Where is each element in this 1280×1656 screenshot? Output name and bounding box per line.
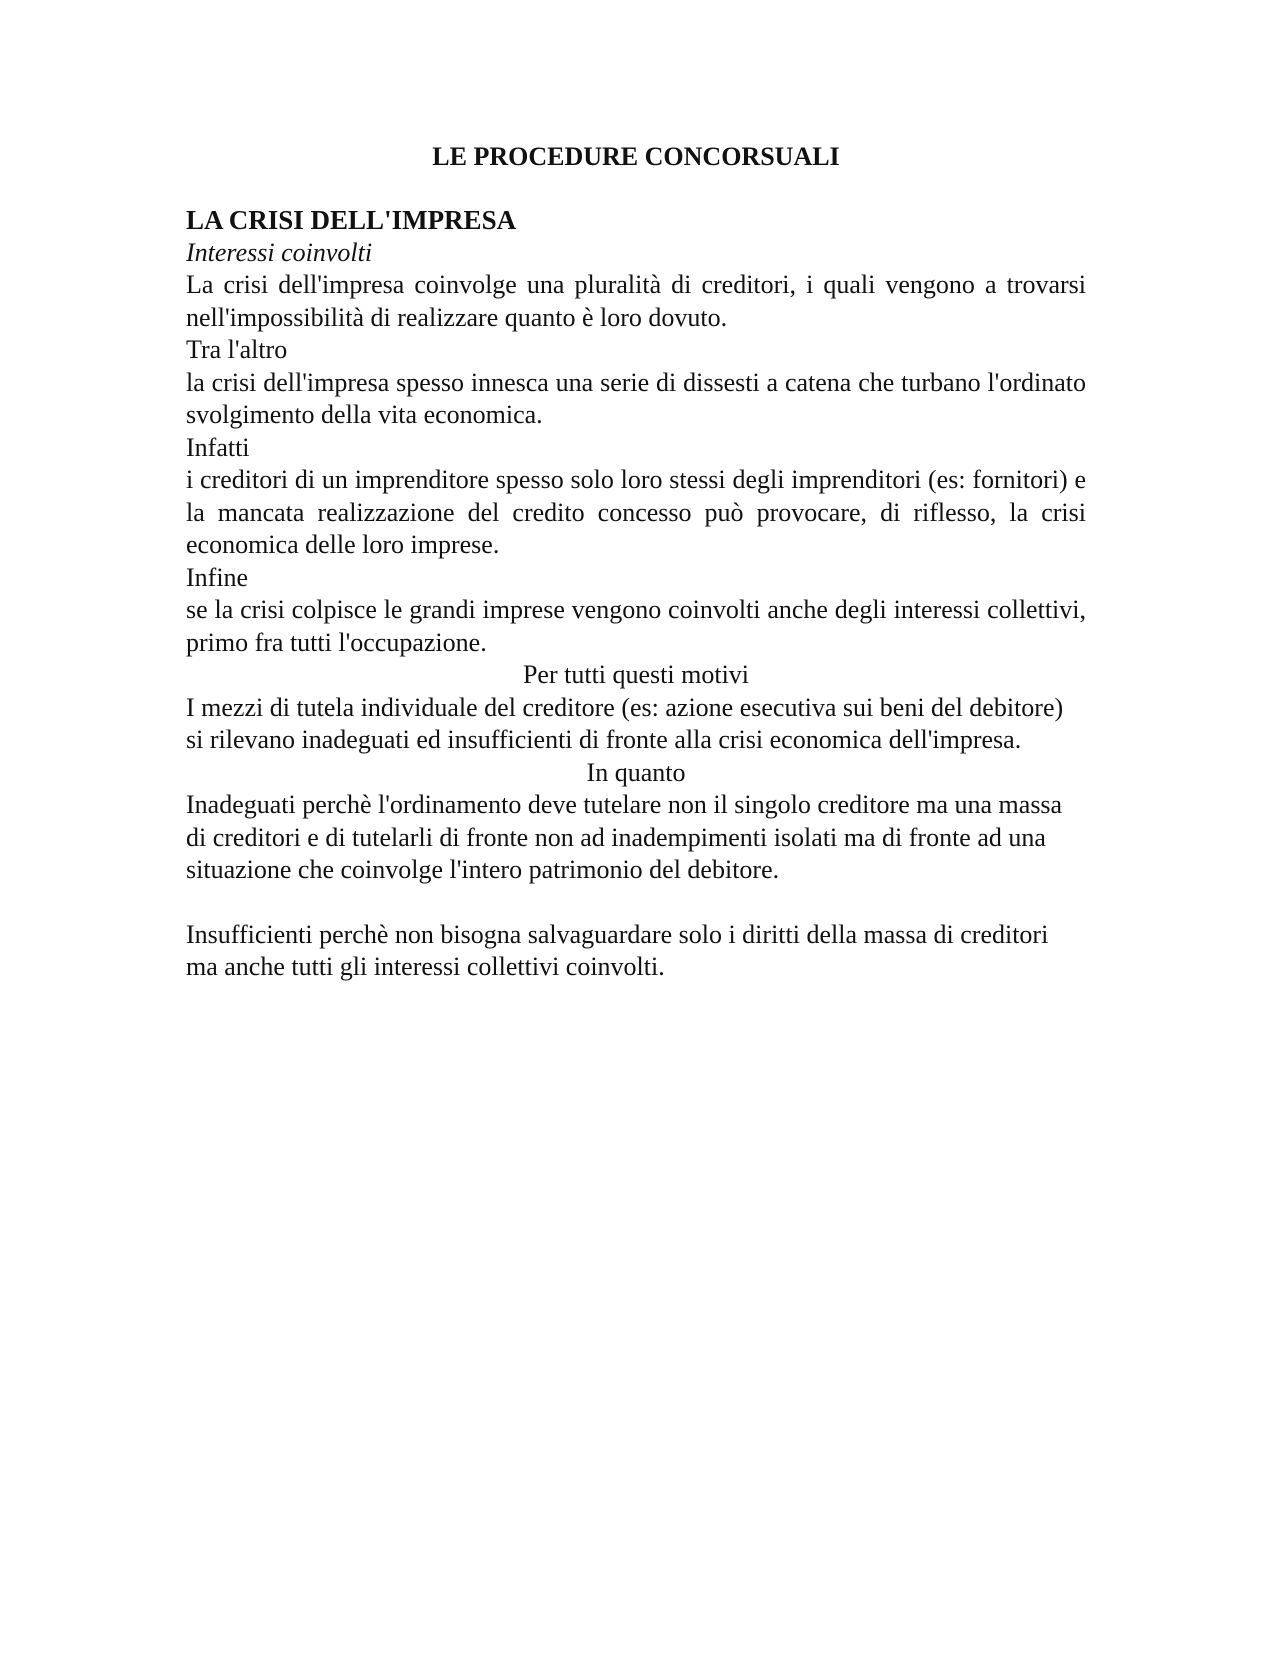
paragraph-spacer bbox=[186, 887, 1086, 919]
paragraph-1: La crisi dell'impresa coinvolge una pluralità di creditori, i quali vengono a trovarsi nell'impossibilità di realizzare quanto è loro dovuto. bbox=[186, 270, 1086, 332]
paragraph-5: I mezzi di tutela individuale del creditore (es: azione esecutiva sui beni del debitore) si rilevano inadeguati ed insufficienti di fronte alla crisi economica dell'impresa. bbox=[186, 692, 1064, 754]
document-page bbox=[186, 140, 1086, 984]
paragraph-2: la crisi dell'impresa spesso innesca una serie di dissesti a catena che turbano l'ordinato svolgimento della vita economica. bbox=[186, 367, 1086, 429]
paragraph-4: se la crisi colpisce le grandi imprese vengono coinvolti anche degli interessi collettivi, primo fra tutti l'occupazione. bbox=[186, 595, 1086, 657]
connector-infine: Infine bbox=[186, 562, 249, 592]
section-heading: LA CRISI DELL'IMPRESA bbox=[186, 205, 517, 235]
section-subheading: Interessi coinvolti bbox=[186, 238, 373, 267]
paragraph-3: i creditori di un imprenditore spesso solo loro stessi degli imprenditori (es: fornitori) e la mancata realizzazione del credito concesso può provocare, di riflesso, la crisi economica delle loro imprese. bbox=[186, 465, 1086, 559]
paragraph-6: Inadeguati perchè l'ordinamento deve tutelare non il singolo creditore ma una massa di creditori e di tutelarli di fronte non ad inadempimenti isolati ma di fronte ad una situazione che coinvolge l'intero patrimonio del debitore. bbox=[186, 790, 1063, 884]
connector-infatti: Infatti bbox=[186, 432, 250, 462]
connector-in-quanto: In quanto bbox=[586, 757, 686, 787]
paragraph-7: Insufficienti perchè non bisogna salvaguardare solo i diritti della massa di creditori ma anche tutti gli interessi collettivi coinvolti. bbox=[186, 919, 1049, 981]
document-title: LE PROCEDURE CONCORSUALI bbox=[432, 142, 840, 171]
connector-tra-laltro: Tra l'altro bbox=[186, 335, 288, 364]
connector-per-tutti-questi-motivi: Per tutti questi motivi bbox=[522, 660, 750, 689]
